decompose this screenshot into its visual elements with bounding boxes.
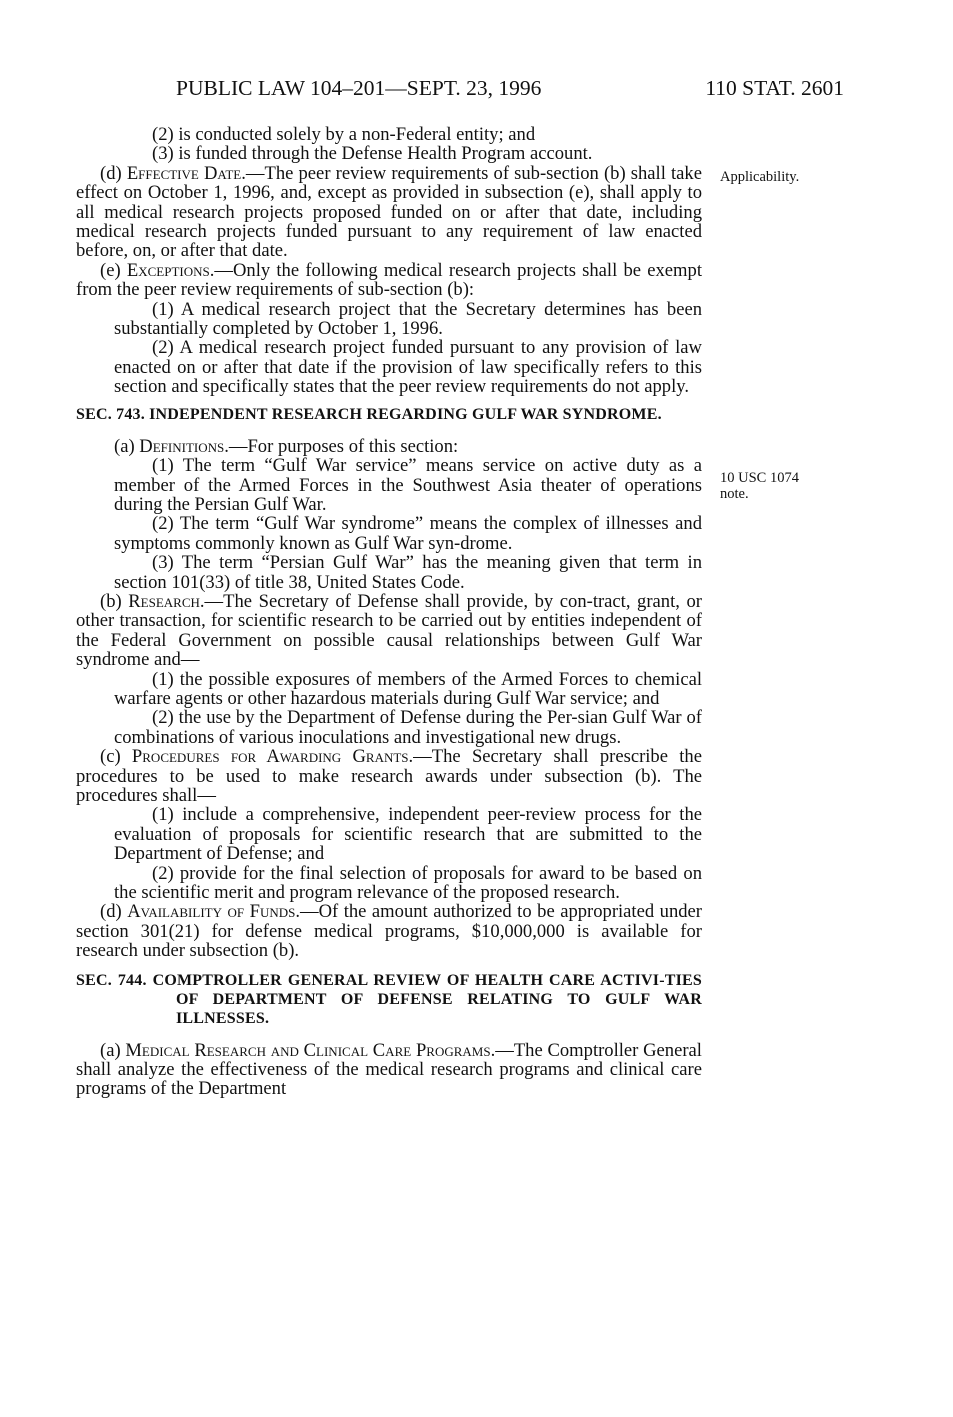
margin-note-usc-line1: 10 USC 1074 [720,470,799,486]
document-body [76,125,702,1099]
paragraph: (1) include a comprehensive, independent peer-review process for the evaluation of proposals for scientific research that are submitted to the Department of Defense; and [114,804,702,865]
margin-note-usc [720,470,830,502]
subsection-label: (a) [114,435,140,457]
subsection-procedures [76,747,702,805]
paragraph: (3) The term “Persian Gulf War” has the meaning given that term in section 101(33) of title 38, United States Code. [114,552,702,593]
subsection-text: .—The peer review requirements of sub-section (b) shall take effect on October 1, 1996, and, except as provided in subsection (e), shall apply to all medical research projects proposed funded on or after that date, including medical research projects funded pursuant to any requirement of law enacted before, on, or after that date. [76,162,702,262]
subsection-definitions [114,437,702,456]
margin-note-usc-line2: note. [720,486,749,502]
subsection-exceptions [76,261,702,300]
subsection-label: (d) [100,901,128,923]
subsection-label: (a) [100,1039,126,1061]
subsection-heading: Exceptions [126,259,210,281]
subsection-text: .—For purposes of this section: [224,435,459,457]
margin-note-applicability: Applicability. [720,169,800,185]
subsection-heading: Availability of Funds [127,901,296,923]
subsection-label: (b) [100,590,129,612]
paragraph: (2) provide for the final selection of proposals for award to be based on the scientific merit and program relevance of the proposed research. [114,862,702,904]
header-stat-page: 110 STAT. 2601 [705,76,844,100]
subsection-heading: Research [128,590,200,612]
subsection-text: .—The Comptroller General shall analyze the effectiveness of the medical research programs and clinical care programs of the Department [76,1039,702,1100]
paragraph: (2) The term “Gulf War syndrome” means the complex of illnesses and symptoms commonly known as Gulf War syn-drome. [114,513,702,554]
subsection-heading: Medical Research and Clinical Care Programs [125,1039,491,1061]
subsection-heading: Procedures for Awarding Grants [131,746,409,768]
subsection-medical-research [76,1041,702,1099]
section-heading-743: SEC. 743. INDEPENDENT RESEARCH REGARDING GULF WAR SYNDROME. [76,405,662,423]
paragraph: (3) is funded through the Defense Health Program account. [152,143,593,165]
subsection-heading: Definitions [139,435,225,457]
subsection-label: (e) [100,259,127,281]
subsection-text: .—Of the amount authorized to be appropriated under section 301(21) for defense medical programs, $10,000,000 is available for research under subsection (b). [76,901,702,962]
subsection-label: (d) [100,162,127,184]
paragraph: (2) is conducted solely by a non-Federal entity; and [152,124,536,145]
page-header [76,76,846,106]
paragraph: (1) A medical research project that the Secretary determines has been substantially completed by October 1, 1996. [114,298,702,340]
subsection-text: .—Only the following medical research projects shall be exempt from the peer review requirements of sub-section (b): [76,259,702,301]
subsection-research [76,592,702,670]
paragraph: (1) the possible exposures of members of the Armed Forces to chemical warfare agents or other hazardous materials during Gulf War service; and [114,668,702,709]
subsection-label: (c) [100,746,132,768]
paragraph: (2) the use by the Department of Defense during the Per-sian Gulf War of combinations of various inoculations and investigational new drugs. [114,707,702,748]
subsection-availability [76,902,702,960]
subsection-text: .—The Secretary of Defense shall provide, by con-tract, grant, or other transaction, for scientific research to be carried out by entities independent of the Federal Government on possible causal relationships between Gulf War syndrome and— [76,590,702,671]
subsection-effective-date [76,164,702,261]
subsection-text: .—The Secretary shall prescribe the procedures to be used to make research awards under subsection (b). The procedures shall— [76,746,702,806]
subsection-heading: Effective Date [126,162,242,184]
paragraph: (2) A medical research project funded pursuant to any provision of law enacted on or after that date if the provision of law specifically refers to this section and specifically states that the peer review requirements do not apply. [114,337,702,398]
header-law-title: PUBLIC LAW 104–201—SEPT. 23, 1996 [176,76,542,100]
section-heading-744: SEC. 744. COMPTROLLER GENERAL REVIEW OF HEALTH CARE ACTIVI-TIES OF DEPARTMENT OF DEFENSE RELATING TO GULF WAR ILLNESSES. [76,971,702,1027]
paragraph: (1) The term “Gulf War service” means service on active duty as a member of the Armed Forces in the Southwest Asia theater of operations during the Persian Gulf War. [114,455,702,515]
